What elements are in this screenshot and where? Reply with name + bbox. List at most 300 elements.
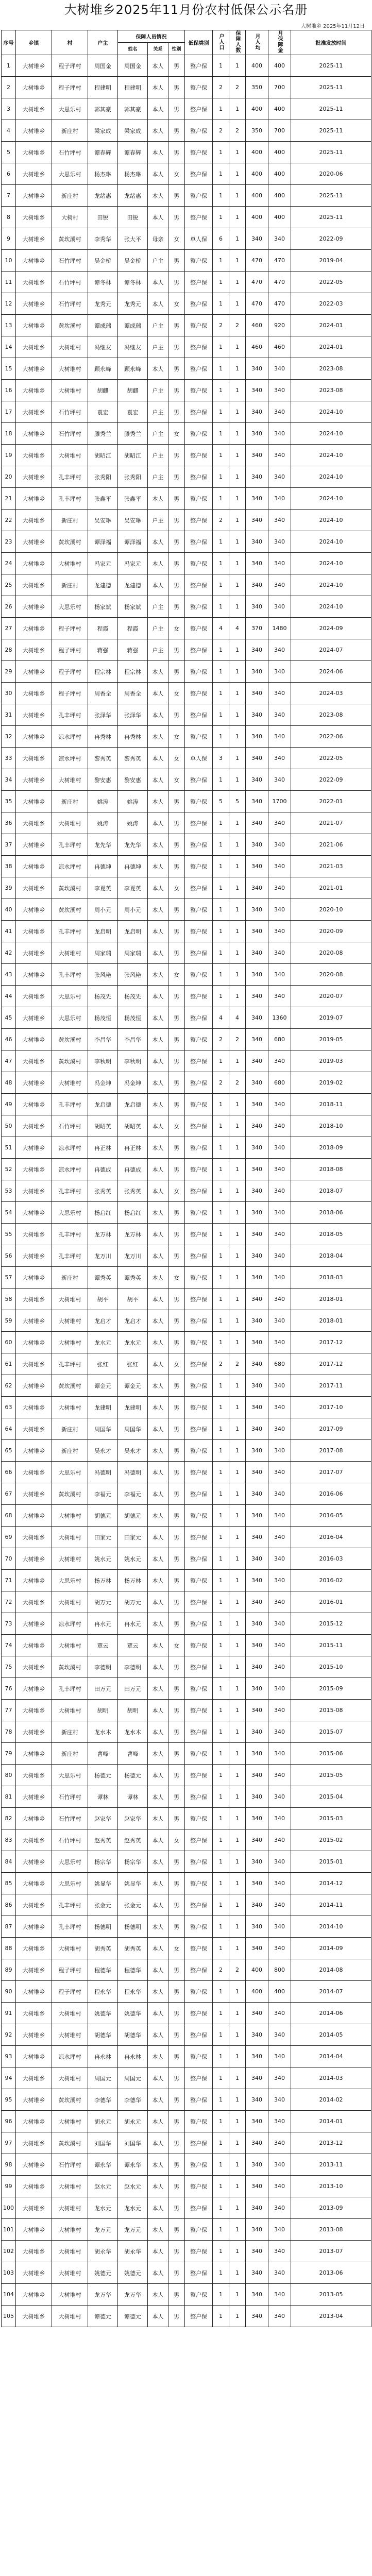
cell-per-capita: 340 — [246, 942, 268, 964]
cell-head: 龙水元 — [88, 1332, 118, 1353]
cell-no: 19 — [2, 445, 16, 466]
cell-per-capita: 400 — [246, 185, 268, 207]
cell-total: 340 — [268, 877, 291, 899]
cell-persons: 1 — [229, 163, 246, 185]
cell-household-size: 1 — [213, 683, 229, 704]
cell-persons: 1 — [229, 336, 246, 358]
cell-name: 龙万林 — [118, 1224, 148, 1245]
cell-relation: 本人 — [148, 834, 168, 856]
table-row — [2, 1678, 371, 1700]
cell-name: 李德明 — [118, 1656, 148, 1678]
cell-name: 冯德明 — [118, 1462, 148, 1483]
cell-per-capita: 340 — [246, 1159, 268, 1180]
cell-household-size: 1 — [213, 1159, 229, 1180]
cell-relation: 本人 — [148, 1656, 168, 1678]
cell-household-size: 1 — [213, 2197, 229, 2219]
cell-start-time: 2020-08 — [291, 942, 371, 964]
table-row — [2, 1375, 371, 1397]
cell-total: 340 — [268, 1721, 291, 1743]
cell-per-capita: 340 — [246, 812, 268, 834]
cell-gender: 女 — [168, 748, 185, 769]
cell-township: 大树堆乡 — [16, 1700, 52, 1721]
cell-per-capita: 340 — [246, 401, 268, 423]
col-total: 月保障金 — [268, 30, 291, 55]
cell-start-time: 2013-08 — [291, 2219, 371, 2241]
cell-no: 10 — [2, 250, 16, 272]
cell-per-capita: 340 — [246, 748, 268, 769]
cell-start-time: 2025-11 — [291, 98, 371, 120]
cell-persons: 1 — [229, 921, 246, 942]
cell-village: 新庄村 — [52, 185, 88, 207]
cell-gender: 男 — [168, 142, 185, 163]
cell-persons: 1 — [229, 1613, 246, 1635]
table-row — [2, 1050, 371, 1072]
cell-gender: 女 — [168, 726, 185, 748]
cell-gender: 男 — [168, 986, 185, 1007]
cell-per-capita: 340 — [246, 358, 268, 380]
cell-category: 整户保 — [185, 1981, 213, 2003]
cell-total: 400 — [268, 163, 291, 185]
cell-category: 整户保 — [185, 1765, 213, 1786]
cell-gender: 男 — [168, 1721, 185, 1743]
cell-household-size: 4 — [213, 618, 229, 639]
cell-per-capita: 340 — [246, 1873, 268, 1894]
cell-category: 整户保 — [185, 163, 213, 185]
cell-township: 大树堆乡 — [16, 2241, 52, 2262]
cell-category: 整户保 — [185, 1721, 213, 1743]
cell-relation: 本人 — [148, 1527, 168, 1548]
table-row — [2, 207, 371, 228]
cell-no: 15 — [2, 358, 16, 380]
cell-head: 杨家斌 — [88, 596, 118, 618]
cell-head: 张金元 — [88, 1894, 118, 1916]
cell-category: 整户保 — [185, 2089, 213, 2111]
cell-name: 张大平 — [118, 228, 148, 250]
cell-category: 单人保 — [185, 228, 213, 250]
cell-category: 整户保 — [185, 423, 213, 445]
cell-household-size: 1 — [213, 1808, 229, 1829]
cell-start-time: 2024-10 — [291, 401, 371, 423]
cell-total: 340 — [268, 1873, 291, 1894]
cell-relation: 本人 — [148, 791, 168, 812]
cell-relation: 本人 — [148, 2089, 168, 2111]
cell-relation: 本人 — [148, 1310, 168, 1332]
cell-head: 胡昭英 — [88, 1115, 118, 1137]
cell-head: 杨宗华 — [88, 1851, 118, 1873]
cell-relation: 本人 — [148, 683, 168, 704]
cell-per-capita: 340 — [246, 2154, 268, 2176]
cell-gender: 男 — [168, 1873, 185, 1894]
cell-gender: 男 — [168, 574, 185, 596]
cell-head: 吴永才 — [88, 1440, 118, 1462]
cell-head: 郭其豪 — [88, 98, 118, 120]
cell-gender: 男 — [168, 639, 185, 661]
cell-persons: 1 — [229, 2111, 246, 2132]
cell-persons: 1 — [229, 142, 246, 163]
cell-name: 黎安惠 — [118, 769, 148, 791]
cell-category: 整户保 — [185, 98, 213, 120]
cell-village: 黄坎溪村 — [52, 1050, 88, 1072]
cell-name: 龙绪惠 — [118, 185, 148, 207]
cell-gender: 男 — [168, 1375, 185, 1397]
table-row — [2, 2111, 371, 2132]
cell-total: 340 — [268, 1397, 291, 1418]
cell-relation: 本人 — [148, 2241, 168, 2262]
cell-category: 整户保 — [185, 704, 213, 726]
cell-name: 姚德华 — [118, 2003, 148, 2024]
cell-name: 程建明 — [118, 77, 148, 98]
cell-start-time: 2019-03 — [291, 1050, 371, 1072]
cell-per-capita: 340 — [246, 1851, 268, 1873]
cell-gender: 男 — [168, 2024, 185, 2046]
cell-persons: 2 — [229, 1959, 246, 1981]
cell-category: 整户保 — [185, 1397, 213, 1418]
cell-start-time: 2015-02 — [291, 1829, 371, 1851]
cell-name: 李秋明 — [118, 1050, 148, 1072]
cell-name: 姚德元 — [118, 2262, 148, 2284]
cell-village: 石竹坪村 — [52, 1786, 88, 1808]
cell-persons: 1 — [229, 2306, 246, 2327]
cell-head: 杨茂恒 — [88, 1007, 118, 1029]
cell-name: 周小元 — [118, 899, 148, 921]
cell-category: 整户保 — [185, 1289, 213, 1310]
cell-start-time: 2017-09 — [291, 1418, 371, 1440]
cell-household-size: 1 — [213, 1786, 229, 1808]
cell-relation: 本人 — [148, 1159, 168, 1180]
cell-name: 赵秀英 — [118, 1829, 148, 1851]
cell-total: 340 — [268, 2067, 291, 2089]
cell-category: 整户保 — [185, 812, 213, 834]
cell-no: 9 — [2, 228, 16, 250]
cell-relation: 本人 — [148, 1332, 168, 1353]
cell-category: 整户保 — [185, 1029, 213, 1050]
cell-gender: 男 — [168, 899, 185, 921]
cell-household-size: 1 — [213, 856, 229, 877]
cell-per-capita: 470 — [246, 250, 268, 272]
cell-head: 冯德明 — [88, 1462, 118, 1483]
table-row — [2, 574, 371, 596]
cell-head: 胡昭江 — [88, 445, 118, 466]
cell-household-size: 1 — [213, 2241, 229, 2262]
cell-relation: 本人 — [148, 2219, 168, 2241]
cell-relation: 本人 — [148, 2024, 168, 2046]
cell-persons: 2 — [229, 1029, 246, 1050]
cell-relation: 本人 — [148, 272, 168, 293]
cell-relation: 本人 — [148, 1916, 168, 1938]
cell-village: 黄坎溪村 — [52, 315, 88, 336]
cell-total: 340 — [268, 1180, 291, 1202]
cell-head: 杨德元 — [88, 1765, 118, 1786]
cell-township: 大树堆乡 — [16, 748, 52, 769]
cell-head: 程永华 — [88, 1981, 118, 2003]
cell-per-capita: 370 — [246, 618, 268, 639]
cell-per-capita: 340 — [246, 1938, 268, 1959]
cell-total: 800 — [268, 1959, 291, 1981]
cell-total: 340 — [268, 2089, 291, 2111]
table-row — [2, 293, 371, 315]
cell-head: 赵水元 — [88, 2176, 118, 2197]
cell-household-size: 1 — [213, 2046, 229, 2067]
cell-name: 冯金坤 — [118, 1072, 148, 1094]
cell-total: 340 — [268, 769, 291, 791]
cell-gender: 男 — [168, 1656, 185, 1678]
table-row — [2, 488, 371, 510]
cell-start-time: 2013-11 — [291, 2154, 371, 2176]
cell-village: 孔丰坪村 — [52, 964, 88, 986]
cell-per-capita: 340 — [246, 1094, 268, 1115]
cell-head: 杨德明 — [88, 1916, 118, 1938]
table-row — [2, 2219, 371, 2241]
cell-head: 冯继友 — [88, 336, 118, 358]
cell-head: 龙水元 — [88, 2197, 118, 2219]
cell-township: 大树堆乡 — [16, 2111, 52, 2132]
cell-township: 大树堆乡 — [16, 423, 52, 445]
cell-village: 大树堆村 — [52, 2067, 88, 2089]
cell-head: 冯金坤 — [88, 1072, 118, 1094]
cell-head: 李福元 — [88, 1483, 118, 1505]
cell-per-capita: 340 — [246, 1894, 268, 1916]
cell-per-capita: 340 — [246, 2284, 268, 2306]
cell-head: 龙先华 — [88, 834, 118, 856]
cell-relation: 本人 — [148, 1700, 168, 1721]
cell-township: 大树堆乡 — [16, 899, 52, 921]
cell-village: 大树堆村 — [52, 2262, 88, 2284]
cell-village: 石竹坪村 — [52, 1115, 88, 1137]
cell-no: 37 — [2, 834, 16, 856]
cell-household-size: 3 — [213, 748, 229, 769]
cell-gender: 男 — [168, 55, 185, 77]
cell-gender: 男 — [168, 1007, 185, 1029]
cell-gender: 男 — [168, 2089, 185, 2111]
cell-household-size: 1 — [213, 293, 229, 315]
cell-per-capita: 340 — [246, 2262, 268, 2284]
cell-name: 李夏英 — [118, 877, 148, 899]
cell-persons: 1 — [229, 1289, 246, 1310]
cell-total: 340 — [268, 380, 291, 401]
cell-start-time: 2016-06 — [291, 1483, 371, 1505]
cell-total: 1360 — [268, 1007, 291, 1029]
cell-category: 整户保 — [185, 272, 213, 293]
cell-relation: 本人 — [148, 2262, 168, 2284]
cell-township: 大树堆乡 — [16, 2219, 52, 2241]
cell-head: 程德华 — [88, 1959, 118, 1981]
cell-name: 张红 — [118, 1353, 148, 1375]
cell-gender: 男 — [168, 2219, 185, 2241]
cell-no: 21 — [2, 488, 16, 510]
cell-no: 50 — [2, 1115, 16, 1137]
cell-persons: 1 — [229, 228, 246, 250]
cell-gender: 女 — [168, 293, 185, 315]
cell-start-time: 2014-10 — [291, 1916, 371, 1938]
cell-persons: 1 — [229, 272, 246, 293]
table-row — [2, 2306, 371, 2327]
cell-persons: 1 — [229, 2024, 246, 2046]
table-row — [2, 618, 371, 639]
cell-name: 杨德明 — [118, 1916, 148, 1938]
cell-relation: 本人 — [148, 877, 168, 899]
cell-head: 冉秀林 — [88, 726, 118, 748]
cell-no: 33 — [2, 748, 16, 769]
cell-total: 340 — [268, 510, 291, 531]
cell-relation: 本人 — [148, 1570, 168, 1591]
cell-head: 龙绪惠 — [88, 185, 118, 207]
cell-total: 340 — [268, 964, 291, 986]
cell-head: 冉正林 — [88, 1137, 118, 1159]
cell-persons: 1 — [229, 1094, 246, 1115]
cell-start-time: 2023-08 — [291, 704, 371, 726]
cell-name: 冯家元 — [118, 553, 148, 574]
cell-total: 340 — [268, 2219, 291, 2241]
cell-name: 谭冬林 — [118, 272, 148, 293]
cell-persons: 1 — [229, 856, 246, 877]
cell-head: 姚显华 — [88, 1873, 118, 1894]
cell-household-size: 1 — [213, 445, 229, 466]
cell-no: 44 — [2, 986, 16, 1007]
cell-per-capita: 350 — [246, 120, 268, 142]
cell-name: 姚显华 — [118, 1873, 148, 1894]
col-persons: 保障人数 — [229, 30, 246, 55]
cell-township: 大树堆乡 — [16, 1289, 52, 1310]
cell-township: 大树堆乡 — [16, 661, 52, 683]
cell-total: 470 — [268, 293, 291, 315]
cell-start-time: 2022-01 — [291, 791, 371, 812]
cell-per-capita: 340 — [246, 1310, 268, 1332]
cell-gender: 男 — [168, 1570, 185, 1591]
table-row — [2, 1289, 371, 1310]
cell-township: 大树堆乡 — [16, 1505, 52, 1527]
cell-persons: 1 — [229, 2219, 246, 2241]
cell-household-size: 1 — [213, 1873, 229, 1894]
cell-household-size: 1 — [213, 1440, 229, 1462]
cell-start-time: 2017-07 — [291, 1462, 371, 1483]
cell-township: 大树堆乡 — [16, 185, 52, 207]
cell-village: 大思乐村 — [52, 1570, 88, 1591]
cell-name: 杨德元 — [118, 1765, 148, 1786]
table-row — [2, 2046, 371, 2067]
cell-no: 53 — [2, 1180, 16, 1202]
cell-per-capita: 340 — [246, 445, 268, 466]
cell-gender: 男 — [168, 812, 185, 834]
cell-village: 大树堆村 — [52, 812, 88, 834]
cell-category: 整户保 — [185, 2024, 213, 2046]
cell-relation: 本人 — [148, 55, 168, 77]
cell-household-size: 1 — [213, 1115, 229, 1137]
cell-gender: 女 — [168, 1635, 185, 1656]
cell-total: 470 — [268, 272, 291, 293]
cell-village: 大树堆村 — [52, 1938, 88, 1959]
cell-total: 340 — [268, 401, 291, 423]
cell-household-size: 1 — [213, 1180, 229, 1202]
cell-category: 整户保 — [185, 293, 213, 315]
cell-gender: 男 — [168, 2197, 185, 2219]
cell-start-time: 2015-09 — [291, 1678, 371, 1700]
cell-household-size: 1 — [213, 2132, 229, 2154]
cell-village: 大树堆村 — [52, 2284, 88, 2306]
cell-persons: 1 — [229, 834, 246, 856]
cell-no: 20 — [2, 466, 16, 488]
cell-village: 孔丰坪村 — [52, 1353, 88, 1375]
cell-head: 吴金桥 — [88, 250, 118, 272]
table-row — [2, 315, 371, 336]
cell-start-time: 2025-11 — [291, 185, 371, 207]
table-row — [2, 1245, 371, 1267]
cell-category: 整户保 — [185, 1483, 213, 1505]
cell-persons: 1 — [229, 466, 246, 488]
cell-gender: 男 — [168, 2262, 185, 2284]
cell-township: 大树堆乡 — [16, 1094, 52, 1115]
cell-village: 孔丰坪村 — [52, 1224, 88, 1245]
cell-relation: 本人 — [148, 856, 168, 877]
cell-relation: 本人 — [148, 1029, 168, 1050]
cell-village: 新庄村 — [52, 791, 88, 812]
cell-township: 大树堆乡 — [16, 1721, 52, 1743]
cell-relation: 户主 — [148, 618, 168, 639]
cell-per-capita: 340 — [246, 1353, 268, 1375]
cell-no: 57 — [2, 1267, 16, 1289]
cell-start-time: 2018-07 — [291, 1180, 371, 1202]
cell-category: 整户保 — [185, 55, 213, 77]
cell-village: 石竹坪村 — [52, 1808, 88, 1829]
cell-household-size: 1 — [213, 1050, 229, 1072]
cell-persons: 1 — [229, 55, 246, 77]
cell-per-capita: 340 — [246, 1245, 268, 1267]
cell-head: 吴安琳 — [88, 510, 118, 531]
header-row-1 — [2, 30, 371, 43]
cell-relation: 本人 — [148, 1137, 168, 1159]
cell-household-size: 1 — [213, 1548, 229, 1570]
cell-relation: 本人 — [148, 1418, 168, 1440]
cell-start-time: 2018-08 — [291, 1159, 371, 1180]
cell-persons: 1 — [229, 358, 246, 380]
cell-township: 大树堆乡 — [16, 380, 52, 401]
cell-start-time: 2014-12 — [291, 1873, 371, 1894]
cell-no: 103 — [2, 2262, 16, 2284]
cell-no: 61 — [2, 1353, 16, 1375]
cell-total: 340 — [268, 661, 291, 683]
cell-total: 340 — [268, 1245, 291, 1267]
cell-persons: 1 — [229, 1808, 246, 1829]
cell-township: 大树堆乡 — [16, 98, 52, 120]
cell-village: 程子坪村 — [52, 1959, 88, 1981]
cell-start-time: 2015-07 — [291, 1721, 371, 1743]
cell-total: 340 — [268, 1483, 291, 1505]
cell-township: 大树堆乡 — [16, 1829, 52, 1851]
cell-persons: 1 — [229, 2154, 246, 2176]
cell-household-size: 1 — [213, 531, 229, 553]
cell-persons: 1 — [229, 1656, 246, 1678]
cell-township: 大树堆乡 — [16, 2132, 52, 2154]
cell-relation: 本人 — [148, 1851, 168, 1873]
cell-per-capita: 340 — [246, 596, 268, 618]
table-row — [2, 1959, 371, 1981]
cell-total: 340 — [268, 1137, 291, 1159]
cell-start-time: 2014-04 — [291, 2046, 371, 2067]
cell-relation: 本人 — [148, 2067, 168, 2089]
cell-township: 大树堆乡 — [16, 1029, 52, 1050]
cell-no: 101 — [2, 2219, 16, 2241]
table-row — [2, 1894, 371, 1916]
cell-persons: 1 — [229, 531, 246, 553]
cell-household-size: 2 — [213, 1959, 229, 1981]
cell-township: 大树堆乡 — [16, 1224, 52, 1245]
cell-no: 63 — [2, 1397, 16, 1418]
cell-per-capita: 340 — [246, 488, 268, 510]
cell-persons: 1 — [229, 207, 246, 228]
cell-head: 龙建明 — [88, 1397, 118, 1418]
cell-persons: 1 — [229, 1678, 246, 1700]
cell-no: 8 — [2, 207, 16, 228]
cell-total: 340 — [268, 466, 291, 488]
